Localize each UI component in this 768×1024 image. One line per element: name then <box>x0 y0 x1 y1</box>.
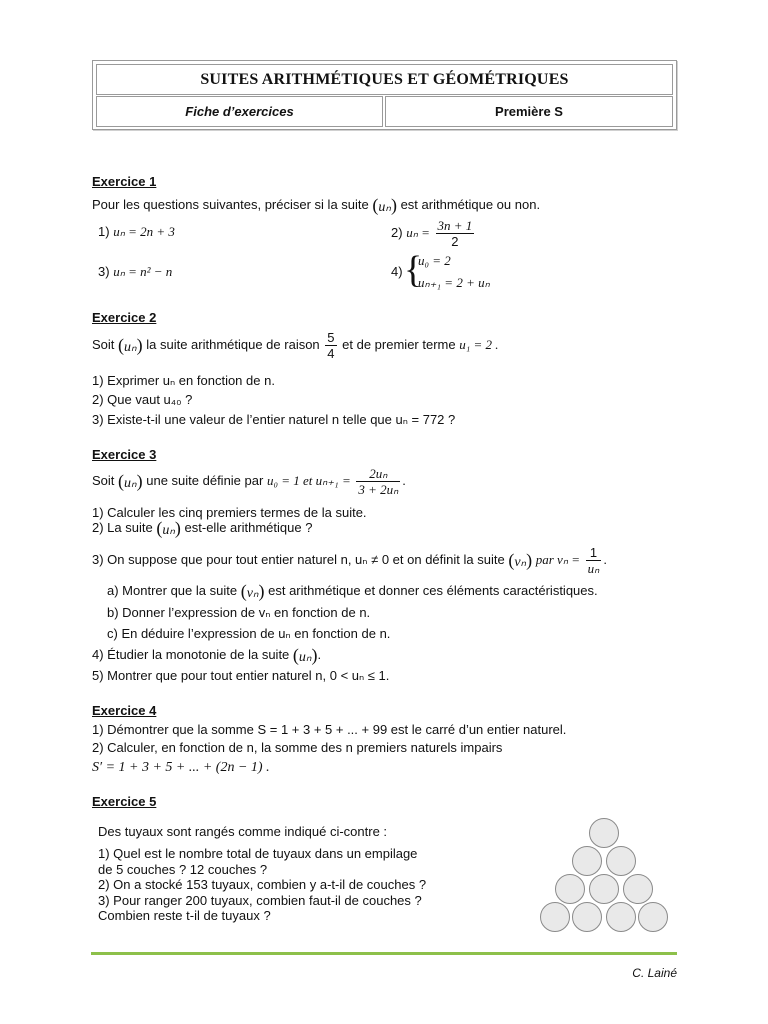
ex2-numerator: 5 <box>327 330 335 345</box>
exercise-5-line-4: 3) Pour ranger 200 tuyaux, combien faut-il de couches ? <box>98 893 422 908</box>
ex3-q3-numerator: 1 <box>586 545 602 561</box>
document-title: SUITES ARITHMÉTIQUES ET GÉOMÉTRIQUES <box>96 64 673 95</box>
sequence-u: (uₙ) <box>292 645 318 665</box>
exercise-3-qa <box>107 581 598 602</box>
pipe <box>606 846 636 876</box>
q1-number: 1) <box>98 224 110 239</box>
author-name: C. Lainé <box>632 966 677 980</box>
ex2-denominator: 4 <box>327 346 335 361</box>
pipe <box>623 874 653 904</box>
exercise-3-q3: 3) On suppose que pour tout entier naturel n, uₙ ≠ 0 et on définit la suite (vₙ) par vₙ = $\frac{1}{\text{uₙ}}$ . <box>92 545 607 576</box>
ex3-recurrence: u₀ = 1 et uₙ₊₁ = <box>266 472 351 488</box>
q1-expression: uₙ = 2n + 3 <box>113 224 175 239</box>
exercise-3-qb: b) Donner l’expression de vₙ en fonction de n. <box>107 605 371 620</box>
exercise-4-q2: 2) Calculer, en fonction de n, la somme des n premiers naturels impairs <box>92 740 503 755</box>
exercise-5-intro: Des tuyaux sont rangés comme indiqué ci-contre : <box>98 824 388 839</box>
exercise-1-q4-number: 4) <box>391 264 403 279</box>
ex3-definition-text: une suite définie par <box>146 472 264 488</box>
ex3-q4-text: 4) Étudier la monotonie de la suite <box>92 646 290 662</box>
exercise-3-q2 <box>92 518 312 539</box>
q3-expression: uₙ = n² − n <box>113 264 173 279</box>
header-subtitle-left: Fiche d’exercices <box>96 96 383 127</box>
exercise-3-qc: c) En déduire l’expression de uₙ en fonction de n. <box>107 626 391 641</box>
exercise-1-intro <box>92 195 540 216</box>
sequence-v: (vₙ) <box>240 581 265 601</box>
q2-numerator: 3n + 1 <box>437 218 473 233</box>
pipe <box>589 818 619 848</box>
exercise-2-q3: 3) Existe-t-il une valeur de l’entier naturel n telle que uₙ = 772 ? <box>92 412 456 427</box>
q4-line-2: uₙ₊₁ = 2 + uₙ <box>418 275 490 290</box>
ex3-q2-end: est-elle arithmétique ? <box>184 519 313 535</box>
q4-line-1: u₀ = 2 <box>418 253 451 268</box>
system-brace: { <box>404 249 423 291</box>
exercise-5-title: Exercice 5 <box>92 794 157 809</box>
exercise-2-q2: 2) Que vaut u₄₀ ? <box>92 392 193 407</box>
exercise-3-intro: Soit (uₙ) une suite définie par u₀ = 1 et uₙ₊₁ = $\frac{\text{2uₙ}}{\text{3 + 2uₙ}}$ . <box>92 466 406 497</box>
sequence-u: (uₙ) <box>372 195 397 215</box>
exercise-3-q5: 5) Montrer que pour tout entier naturel n, 0 < uₙ ≤ 1. <box>92 668 390 683</box>
exercise-2-title: Exercice 2 <box>92 310 157 325</box>
exercise-1-q2 <box>391 218 476 249</box>
exercise-1-q3 <box>98 264 172 280</box>
exercise-2-q1: 1) Exprimer uₙ en fonction de n. <box>92 373 275 388</box>
exercise-5-line-5: Combien reste t-il de tuyaux ? <box>98 908 271 923</box>
exercise-5-line-2: de 5 couches ? 12 couches ? <box>98 862 268 877</box>
sequence-u: (uₙ) <box>118 471 143 491</box>
pipe <box>638 902 668 932</box>
exercise-5-line-3: 2) On a stocké 153 tuyaux, combien y a-t-il de couches ? <box>98 877 427 892</box>
q2-fraction <box>436 218 475 249</box>
sequence-u: (uₙ) <box>156 518 181 538</box>
ex3-q3-denominator: uₙ <box>587 561 600 576</box>
footer-divider <box>91 952 677 955</box>
ex2-raison-text: la suite arithmétique de raison <box>146 336 320 352</box>
ex3-q3-definition: par vₙ = <box>535 551 581 567</box>
exercise-4-title: Exercice 4 <box>92 703 157 718</box>
q2-lhs: uₙ = <box>406 224 430 240</box>
sequence-u: (uₙ) <box>118 335 143 355</box>
ex2-soit: Soit <box>92 336 115 352</box>
exercise-1-q1 <box>98 224 175 240</box>
exercise-3-title: Exercice 3 <box>92 447 157 462</box>
ex3-q2-start: 2) La suite <box>92 519 153 535</box>
exercise-5-line-1: 1) Quel est le nombre total de tuyaux dans un empilage <box>98 846 418 861</box>
pipe <box>572 902 602 932</box>
ex3-qa-end: est arithmétique et donner ces éléments caractéristiques. <box>268 582 598 598</box>
q2-denominator: 2 <box>451 234 459 249</box>
exercise-2-intro <box>92 330 499 361</box>
ex3-numerator: 2uₙ <box>356 466 400 482</box>
pipe <box>555 874 585 904</box>
ex2-first-term-text: et de premier terme <box>342 336 456 352</box>
exercise-3-q1: 1) Calculer les cinq premiers termes de la suite. <box>92 505 367 520</box>
ex2-first-term: u₁ = 2 . <box>459 336 499 352</box>
exercise-1-intro-end: est arithmétique ou non. <box>400 196 541 212</box>
header-subtitle-right: Première S <box>385 96 673 127</box>
exercise-4-sum-expression: S′ = 1 + 3 + 5 + ... + (2n − 1) . <box>92 760 270 775</box>
exercise-1-title: Exercice 1 <box>92 174 157 189</box>
ex2-raison-fraction <box>325 330 336 361</box>
exercise-1-intro-start: Pour les questions suivantes, préciser si la suite <box>92 196 369 212</box>
sequence-v: (vₙ) <box>508 550 533 570</box>
pipe <box>540 902 570 932</box>
ex3-soit: Soit <box>92 472 115 488</box>
q3-number: 3) <box>98 264 110 279</box>
ex3-qa-start: a) Montrer que la suite <box>107 582 238 598</box>
q2-number: 2) <box>391 224 403 240</box>
ex3-q3-fraction <box>586 545 602 576</box>
exercise-3-q4: 4) Étudier la monotonie de la suite (uₙ). <box>92 645 322 665</box>
pipe <box>589 874 619 904</box>
ex3-denominator: 3 + 2uₙ <box>358 482 399 497</box>
pipe <box>606 902 636 932</box>
exercise-4-q1: 1) Démontrer que la somme S = 1 + 3 + 5 + ... + 99 est le carré d’un entier naturel. <box>92 722 567 737</box>
ex3-q3-start: 3) On suppose que pour tout entier naturel n, uₙ ≠ 0 et on définit la suite <box>92 551 505 567</box>
ex3-fraction <box>356 466 400 497</box>
document-header <box>92 60 677 130</box>
pipe <box>572 846 602 876</box>
